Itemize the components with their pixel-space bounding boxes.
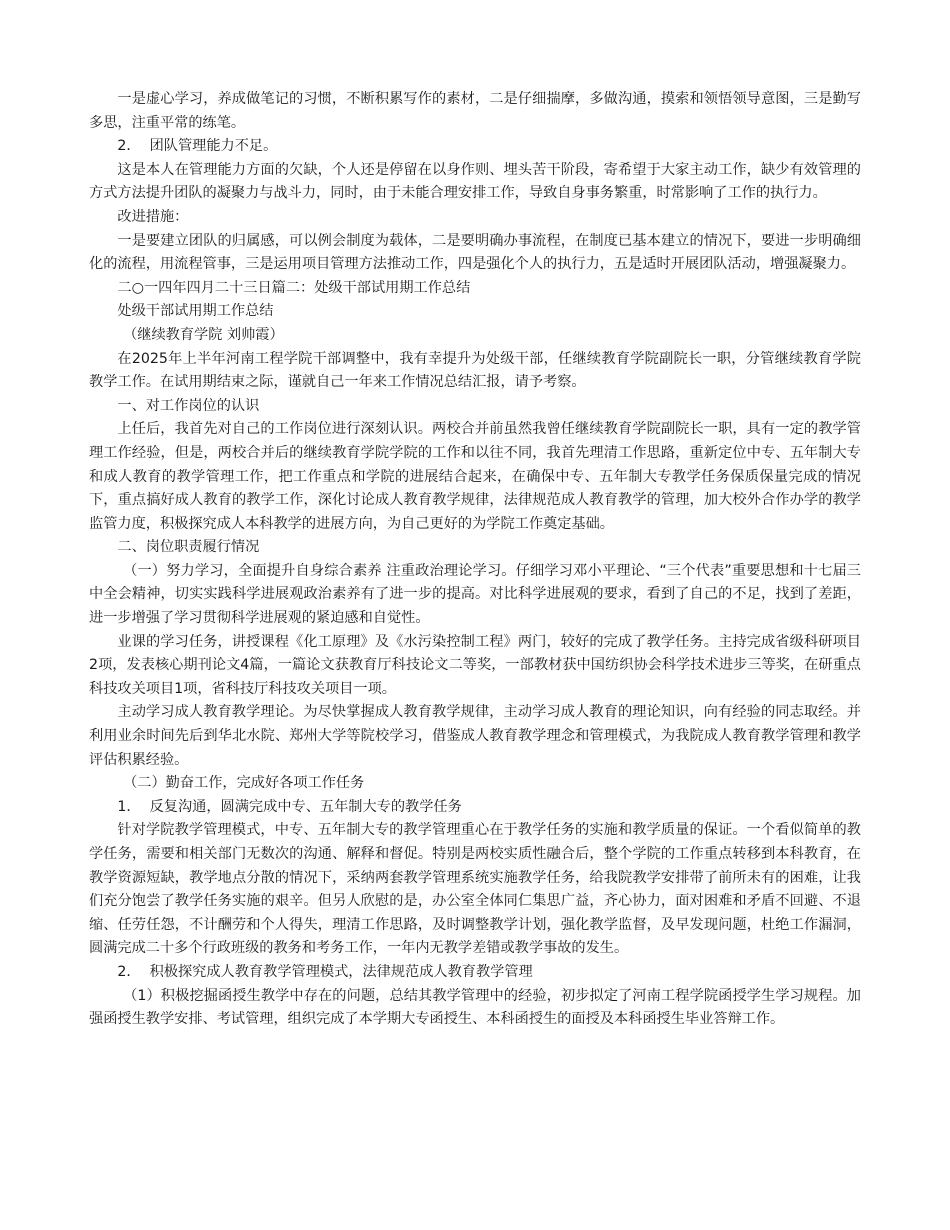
- paragraph-teaching-management: 针对学院教学管理模式，中专、五年制大专的教学管理重心在于教学任务的实施和教学质量的保证。一个看似简单的教学任务，需要和相关部门无数次的沟通、解释和督促。特别是两校实质性融合后，整个学院的工作重点转移到本科教育，在教学资源短缺，教学地点分散的情况下，采纳两套教学管理系统实施教学任务，给我院教学安排带了前所未有的困难，让我们充分饱尝了教学任务实施的艰辛。但另人欣慰的是，办公室全体同仁集思广益，齐心协力，面对困难和矛盾不回避、不退缩、任劳任怨，不计酬劳和个人得失，理清工作思路，及时调整教学计划，强化教学监督，及早发现问题，杜绝工作漏洞，圆满完成二十多个行政班级的教务和考务工作，一年内无教学差错或教学事故的发生。: [89, 822, 861, 957]
- label-improvement-measures: 改进措施：: [117, 208, 189, 225]
- paragraph-study-methods: 一是虚心学习，养成做笔记的习惯，不断积累写作的素材，二是仔细揣摩，多做沟通，摸索和领悟领导意图，三是勤写多思，注重平常的练笔。: [89, 91, 861, 131]
- heading-communication: 1． 反复沟通，圆满完成中专、五年制大专的教学任务: [117, 798, 462, 815]
- paragraph-team-shortcoming: 这是本人在管理能力方面的欠缺，个人还是停留在以身作则、埋头苦干阶段，寄希望于大家主动工作，缺少有效管理的方式方法提升团队的凝聚力与战斗力，同时，由于未能合理安排工作，导致自身事务繁重，时常影响了工作的执行力。: [89, 161, 861, 202]
- paragraph-introduction: 在2025年上半年河南工程学院干部调整中，我有幸提升为处级干部，任继续教育学院副院长一职，分管继续教育学院教学工作。在试用期结束之际，谨就自己一年来工作情况总结汇报，请予考察。: [89, 350, 861, 391]
- author-line: （继续教育学院 刘帅霞）: [123, 326, 284, 343]
- heading-adult-education-model: 2． 积极探究成人教育教学管理模式，法律规范成人教育教学管理: [117, 963, 533, 980]
- paragraph-teaching-research: 业课的学习任务，讲授课程《化工原理》及《水污染控制工程》两门，较好的完成了教学任务。主持完成省级科研项目2项，发表核心期刊论文4篇，一篇论文获教育厅科技论文二等奖，一部教材获中国纺织协会科学技术进步三等奖，在研重点科技攻关项目1项，省科技厅科技攻关项目一项。: [89, 633, 861, 697]
- paragraph-political-study: （一）努力学习，全面提升自身综合素养 注重政治理论学习。仔细学习邓小平理论、“三个代表”重要思想和十七届三中全会精神，切实实践科学进展观政治素养有了进一步的提高。对比科学进展观的要求，看到了自己的不足，找到了差距，进一步增强了学习贯彻科学进展观的紧迫感和自觉性。: [89, 562, 861, 627]
- heading-duty-performance: 二、岗位职责履行情况: [117, 539, 260, 556]
- paragraph-job-understanding: 上任后，我首先对自己的工作岗位进行深刻认识。两校合并前虽然我曾任继续教育学院副院长一职，具有一定的教学管理工作经验，但是，两校合并后的继续教育学院学院的工作和以往不同，我首先理清工作思路，重新定位中专、五年制大专和成人教育的教学管理工作，把工作重点和学院的进展结合起来，在确保中专、五年制大专教学任务保质保量完成的情况下，重点搞好成人教育的教学工作，深化讨论成人教育教学规律，法律规范成人教育教学的管理，加大校外合作办学的教学监管力度，积极探究成人本科教学的进展方向，为自己更好的为学院工作奠定基础。: [89, 421, 861, 532]
- paragraph-improvement-details: 一是要建立团队的归属感，可以例会制度为载体，二是要明确办事流程，在制度已基本建立的情况下，要进一步明确细化的流程，用流程管事，三是运用项目管理方法推动工作，四是强化个人的执行力，五是适时开展团队活动，增强凝聚力。: [89, 232, 861, 273]
- heading-team-management: 2． 团队管理能力不足。: [117, 138, 278, 155]
- document-page: [89, 88, 861, 1032]
- paragraph-correspondence-students: （1）积极挖掘函授生教学中存在的问题，总结其教学管理中的经验，初步拟定了河南工程学院函授学生学习规程。加强函授生教学安排、考试管理，组织完成了本学期大专函授生、本科函授生的面授及本科函授生毕业答辩工作。: [89, 987, 861, 1028]
- date-and-section-title: 二○一四年四月二十三日篇二：处级干部试用期工作总结: [117, 279, 471, 296]
- document-title: 处级干部试用期工作总结: [117, 303, 274, 320]
- heading-job-understanding: 一、对工作岗位的认识: [117, 397, 260, 414]
- heading-diligent-work: （二）勤奋工作，完成好各项工作任务: [123, 775, 365, 792]
- paragraph-adult-education-theory: 主动学习成人教育教学理论。为尽快掌握成人教育教学规律，主动学习成人教育的理论知识，向有经验的同志取经。并利用业余时间先后到华北水院、郑州大学等院校学习，借鉴成人教育教学理念和管理模式，为我院成人教育教学管理和教学评估积累经验。: [89, 704, 861, 768]
